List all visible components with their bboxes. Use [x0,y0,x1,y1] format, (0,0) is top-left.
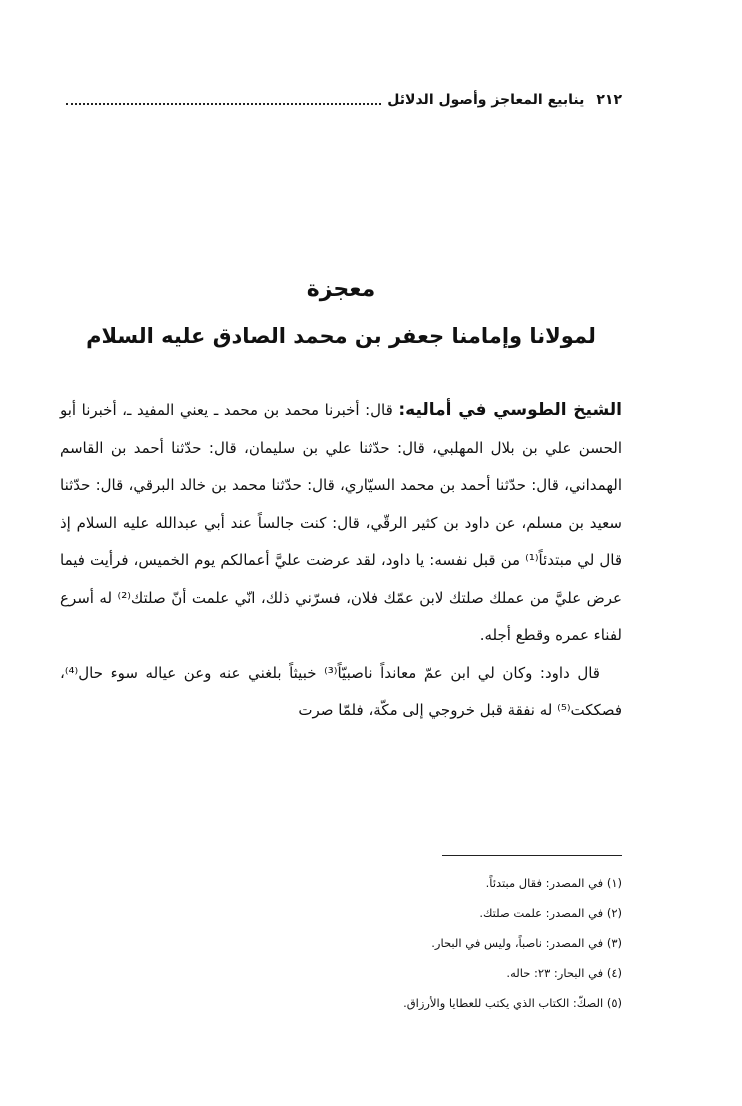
lead-phrase: الشيخ الطوسي في أماليه: [398,400,622,420]
footnote-4: (٤) في البحار: ٢٣: حاله. [506,966,622,980]
footnotes [60,868,622,1018]
footnote-3: (٣) في المصدر: ناصباً، وليس في البحار. [431,936,622,950]
footnote-5: (٥) الصكّ: الكتاب الذي يكتب للعطايا والأرزاق. [403,996,622,1010]
page-number: ٢١٢ [596,92,622,108]
paragraph-2: قال داود: وكان لي ابن عمّ معانداً ناصبيّاً⁽³⁾ خبيثاً بلغني عنه وعن عياله سوء حال⁽⁴⁾، فصككت⁽⁵⁾ له نفقة قبل خروجي إلى مكّة، فلمّا صرت [60,663,622,719]
footnote-1: (١) في المصدر: فقال مبتدئاً. [485,876,622,890]
running-header [60,86,622,114]
running-title: ينابيع المعاجز وأصول الدلائل [387,92,585,108]
chapter-titles [60,268,622,358]
header-dot-leader [66,103,381,105]
footnote-2: (٢) في المصدر: علمت صلتك. [479,906,622,920]
chapter-subheading: لمولانا وإمامنا جعفر بن محمد الصادق عليه السلام [86,324,596,348]
main-text [60,392,622,730]
paragraph-1 [60,392,622,655]
footnote-separator [442,855,622,856]
chapter-heading: معجزة [306,277,376,302]
paragraph-1-text: قال: أخبرنا محمد بن محمد ـ يعني المفيد ـ، أخبرنا أبو الحسن علي بن بلال المهلبي، قال: حدّثنا علي بن سليمان، قال: حدّثنا أحمد بن القاسم الهمداني، قال: حدّثنا أحمد بن محمد السيّاري، قال: حدّثنا محمد بن خالد البرقي، قال: حدّثنا سعيد بن مسلم، عن داود بن كثير الرقّي، قال: كنت جالساً عند أبي عبدالله عليه السلام إذ قال لي مبتدئاً⁽¹⁾ من قبل نفسه: يا داود، لقد عرضت عليَّ أعمالكم يوم الخميس، فرأيت فيما عرض عليَّ من عملك صلتك لابن عمّك فلان، فسرّني ذلك، انّي علمت أنّ صلتك⁽²⁾ له أسرع لفناء عمره وقطع أجله. [60,401,622,644]
